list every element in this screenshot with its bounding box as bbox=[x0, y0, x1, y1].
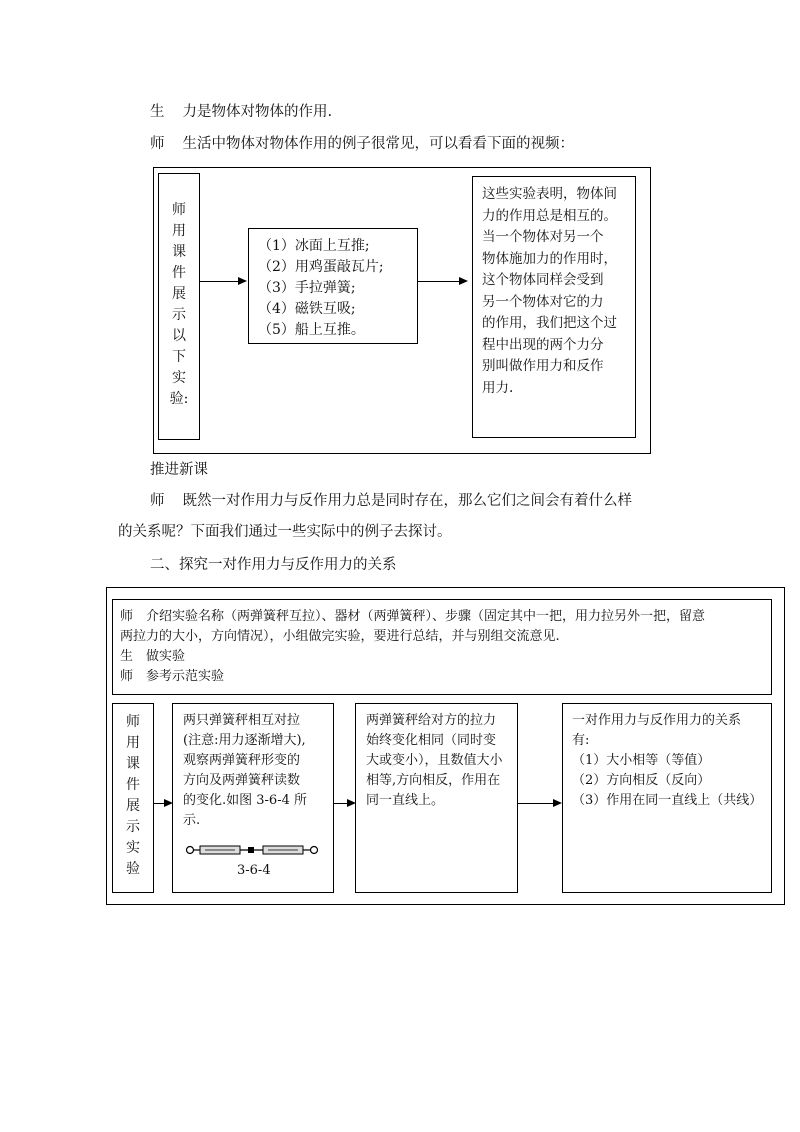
section-subheading: 二、探究一对作用力与反作用力的关系 bbox=[150, 557, 397, 573]
vertical-char: 课 bbox=[126, 756, 140, 772]
vertical-char: 用 bbox=[172, 223, 186, 239]
step-line: 观察两弹簧秤形变的 bbox=[183, 753, 301, 768]
spring-scales-figure bbox=[185, 843, 320, 857]
conclusion-line: 力的作用总是相互的。 bbox=[482, 207, 617, 224]
conclusion-line: 程中出现的两个力分 bbox=[482, 336, 604, 353]
result-line: 大或变小），且数值大小 bbox=[366, 753, 503, 768]
vertical-char: 展 bbox=[126, 798, 140, 814]
step-line: (注意:用力逐渐增大), bbox=[183, 733, 306, 748]
intro-text-1: 力是物体对物体的作用. bbox=[182, 104, 333, 120]
vertical-char: 件 bbox=[126, 777, 140, 793]
instruction-line: 生 做实验 bbox=[120, 649, 186, 664]
result-line: 始终变化相同（同时变 bbox=[366, 733, 497, 748]
result-line: 同一直线上。 bbox=[366, 793, 445, 808]
instruction-line: 师 参考示范实验 bbox=[120, 669, 225, 684]
vertical-char: 实 bbox=[172, 370, 186, 386]
experiment-item: （5）船上互推。 bbox=[258, 322, 365, 338]
vertical-char: 下 bbox=[172, 349, 186, 365]
result-line: 两弹簧秤给对方的拉力 bbox=[366, 713, 497, 728]
vertical-char: 展 bbox=[172, 286, 186, 302]
relation-line: 一对作用力与反作用力的关系 bbox=[572, 713, 742, 728]
step-line: 方向及两弹簧秤读数 bbox=[183, 773, 301, 788]
teacher-text-1: 既然一对作用力与反作用力总是同时存在，那么它们之间会有着什么样 bbox=[182, 493, 632, 509]
speaker-label: 师 bbox=[150, 136, 165, 152]
instruction-line: 两拉力的大小，方向情况），小组做完实验，要进行总结，并与别组交流意见. bbox=[120, 629, 560, 644]
speaker-label: 生 bbox=[150, 104, 165, 120]
vertical-char: 以 bbox=[172, 328, 186, 344]
experiment-item: （1）冰面上互推; bbox=[258, 238, 370, 254]
vertical-char: 件 bbox=[172, 265, 186, 281]
conclusion-line: 这个物体同样会受到 bbox=[482, 272, 604, 288]
experiment-item: （3）手拉弹簧; bbox=[258, 280, 356, 296]
ring-right bbox=[311, 847, 318, 854]
conclusion-line: 的作用，我们把这个过 bbox=[482, 315, 617, 331]
vertical-char: 实 bbox=[126, 840, 140, 856]
teacher-line-2: 的关系呢？下面我们通过一些实际中的例子去探讨。 bbox=[118, 524, 452, 540]
step-line: 示. bbox=[183, 813, 201, 828]
vertical-char: 验: bbox=[169, 391, 189, 407]
diagram2-vertical-label bbox=[112, 712, 154, 880]
hook-joint bbox=[248, 847, 254, 853]
vertical-char: 示 bbox=[126, 819, 140, 835]
arrow-right-icon bbox=[418, 281, 466, 282]
arrow-right-icon bbox=[154, 803, 171, 804]
conclusion-line: 别叫做作用力和反作 bbox=[482, 358, 604, 374]
vertical-char: 示 bbox=[172, 307, 186, 323]
vertical-char: 验 bbox=[126, 861, 140, 877]
vertical-char: 用 bbox=[126, 735, 140, 751]
vertical-char: 师 bbox=[126, 714, 140, 730]
conclusion-line: 这些实验表明，物体间 bbox=[482, 186, 617, 202]
conclusion-text bbox=[482, 184, 632, 399]
step-line: 的变化.如图 3-6-4 所 bbox=[183, 793, 307, 808]
instruction-line: 师 介绍实验名称（两弹簧秤互拉）、器材（两弹簧秤）、步骤（固定其中一把，用力拉另外一把，留意 bbox=[120, 609, 706, 624]
vertical-char: 师 bbox=[172, 202, 186, 218]
instruction-text bbox=[120, 607, 770, 687]
relation-line: （2）方向相反（反向） bbox=[572, 773, 711, 788]
section-heading: 推进新课 bbox=[150, 462, 208, 478]
relation-line: 有: bbox=[572, 733, 590, 748]
diagram1-vertical-label bbox=[158, 200, 200, 410]
experiment-item: （4）磁铁互吸; bbox=[258, 301, 356, 317]
intro-text-2: 生活中物体对物体作用的例子很常见，可以看看下面的视频： bbox=[182, 136, 574, 152]
step-text bbox=[183, 711, 333, 831]
intro-line-2 bbox=[150, 135, 574, 153]
speaker-label: 师 bbox=[150, 493, 165, 509]
conclusion-line: 用力. bbox=[482, 379, 514, 396]
step-line: 两只弹簧秤相互对拉 bbox=[183, 713, 301, 728]
experiment-list bbox=[258, 236, 384, 341]
arrow-right-icon bbox=[334, 803, 354, 804]
teacher-line-1 bbox=[150, 492, 632, 510]
intro-line-1 bbox=[150, 103, 332, 121]
result-text bbox=[366, 711, 516, 811]
conclusion-line: 另一个物体对它的力 bbox=[482, 293, 604, 310]
conclusion-line: 物体施加力的作用时， bbox=[482, 250, 617, 267]
figure-caption: 3-6-4 bbox=[237, 863, 271, 878]
vertical-char: 课 bbox=[172, 244, 186, 260]
ring-left bbox=[187, 847, 194, 854]
arrow-right-icon bbox=[200, 281, 245, 282]
arrow-right-icon bbox=[518, 803, 560, 804]
relation-text bbox=[572, 711, 770, 811]
conclusion-line: 当一个物体对另一个 bbox=[482, 229, 604, 245]
result-line: 相等,方向相反，作用在 bbox=[366, 773, 501, 788]
experiment-item: （2）用鸡蛋敲瓦片; bbox=[258, 259, 384, 275]
relation-line: （3）作用在同一直线上（共线） bbox=[572, 793, 763, 808]
relation-line: （1）大小相等（等值） bbox=[572, 753, 711, 768]
